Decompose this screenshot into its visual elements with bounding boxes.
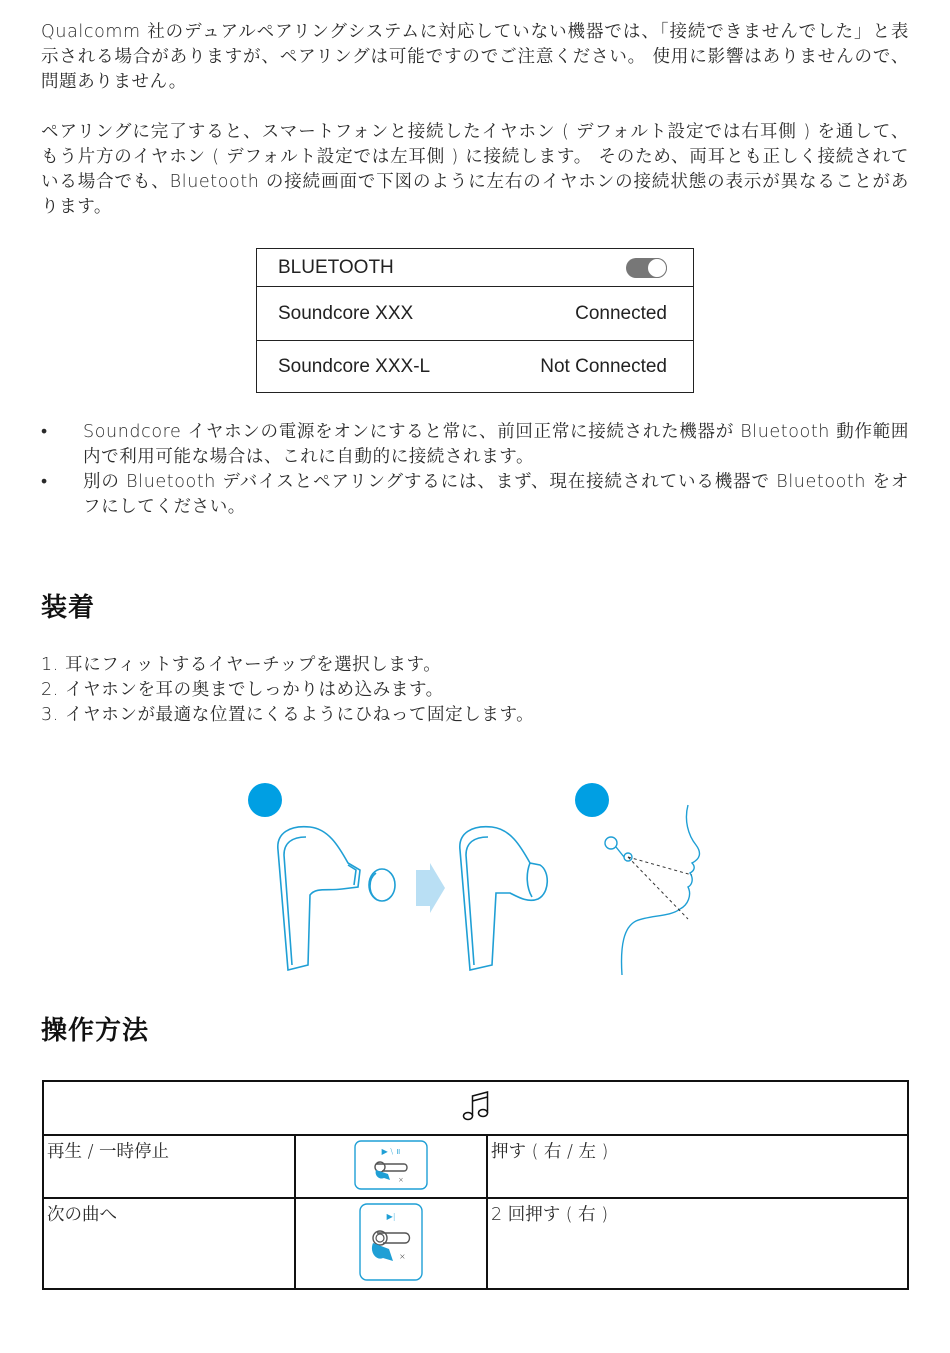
bluetooth-toggle[interactable] [626,258,667,278]
list-item [41,420,909,470]
list-item [41,470,909,520]
gesture-cell: 2 回押す ( 右 ) [487,1198,908,1289]
step-marker-b [575,783,609,817]
icon-cell [295,1198,487,1289]
action-cell: 再生 / 一時停止 [43,1135,295,1198]
intro-paragraph: Qualcomm 社のデュアルペアリングシステムに対応していない機器では、「接続できませんでした」と表示される場合がありますが、ペアリングは可能ですのでご注意ください。 使用に影響はありませんので、問題ありません。 [41,22,909,92]
bullet-marker: • [41,472,48,492]
bluetooth-panel [256,248,694,393]
operations-table [42,1080,909,1290]
svg-text:▶ \ ॥: ▶ \ ॥ [381,1147,401,1156]
table-header-cell [43,1081,908,1135]
bluetooth-title: BLUETOOTH [278,256,394,278]
notes-list [41,420,909,520]
bullet-marker: • [41,422,48,442]
step-marker-a [248,783,282,817]
svg-text:▶|: ▶| [386,1212,396,1221]
earbud-fitted-icon [460,827,547,970]
device-name: Soundcore XXX [278,302,414,324]
svg-text:×: × [398,1176,404,1184]
wearing-illustration [230,775,720,985]
single-tap-icon [354,1140,428,1190]
bluetooth-header [257,249,693,287]
toggle-knob [647,258,667,278]
face-profile-icon [605,805,699,975]
icon-cell [295,1135,487,1198]
section-title-operations: 操作方法 [41,1016,150,1046]
action-cell: 次の曲へ [43,1198,295,1289]
angle-guide-icon [628,857,692,919]
gesture-cell: 押す ( 右 / 左 ) [487,1135,908,1198]
bullet-text: Soundcore イヤホンの電源をオンにすると常に、前回正常に接続された機器が Bluetooth 動作範囲内で利用可能な場合は、これに自動的に接続されます。 [83,422,909,467]
device-name: Soundcore XXX-L [278,355,431,377]
device-row[interactable] [257,341,693,392]
step-item: 3. イヤホンが最適な位置にくるようにひねって固定します。 [41,705,535,725]
music-notes-icon [461,1089,491,1123]
device-status: Not Connected [540,355,667,377]
device-row[interactable] [257,287,693,341]
pairing-paragraph: ペアリングに完了すると、スマートフォンと接続したイヤホン ( デフォルト設定では右耳側 ) を通して、もう片方のイヤホン ( デフォルト設定では左耳側 ) に接続します。 そのため、両耳とも正しく接続されている場合でも、Bluetooth の接続画面で下図のように左右のイヤホンの接続状態の表示が異なることがあります。 [41,122,909,217]
step-item: 2. イヤホンを耳の奥までしっかりはめ込みます。 [41,680,444,700]
table-row [43,1135,908,1198]
table-row [43,1198,908,1289]
arrow-icon [416,863,445,913]
svg-text:×: × [399,1252,406,1261]
step-item: 1. 耳にフィットするイヤーチップを選択します。 [41,655,442,675]
wearing-steps [41,653,534,728]
section-title-wearing: 装着 [41,593,96,623]
earbud-with-tip-icon [278,827,395,970]
double-tap-icon [359,1203,423,1281]
bullet-text: 別の Bluetooth デバイスとペアリングするには、まず、現在接続されている機器で Bluetooth をオフにしてください。 [83,472,909,517]
device-status: Connected [575,302,667,324]
